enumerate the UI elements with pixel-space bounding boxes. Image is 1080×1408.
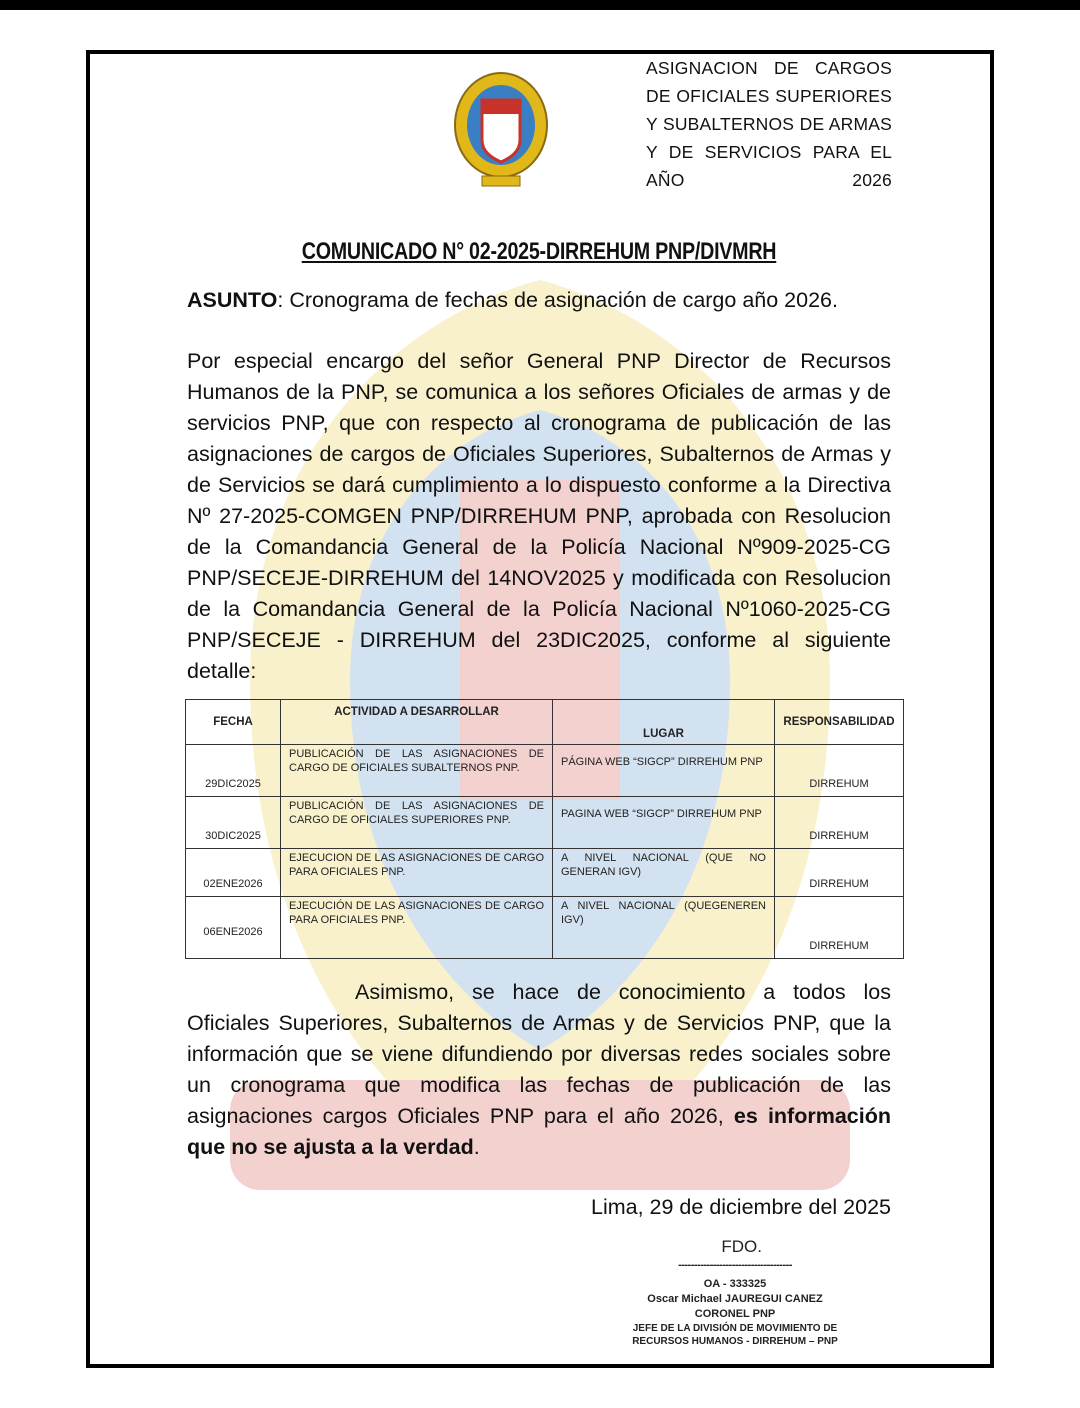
column-header: FECHA <box>186 700 281 745</box>
intro-paragraph: Por especial encargo del señor General PNP Director de Recursos Humanos de la PNP, se comunica a los señores Oficiales de armas y de servicios PNP, que con respecto al cronograma de publicación de las asignaciones de cargos de Oficiales Superiores, Subalternos de Armas y de Servicios se dará cumplimiento a lo dispuesto conforme a la Directiva Nº 27-2025-COMGEN PNP/DIRREHUM PNP, aprobada con Resolucion de la Comandancia General de la Policía Nacional Nº909-2025-CG PNP/SECEJE-DIRREHUM del 14NOV2025 y modificada con Resolucion de la Comandancia General de la Policía Nacional Nº1060-2025-CG PNP/SECEJE - DIRREHUM del 23DIC2025, conforme al siguiente detalle: <box>187 349 891 683</box>
table-row <box>186 897 904 959</box>
table-row <box>186 745 904 797</box>
activity-cell: PUBLICACIÓN DE LAS ASIGNACIONES DE CARGO DE OFICIALES SUBALTERNOS PNP. <box>281 745 553 797</box>
schedule-table <box>185 699 904 959</box>
signer-code: OA - 333325 <box>703 1278 767 1290</box>
date-cell: 30DIC2025 <box>186 797 281 849</box>
subject-line <box>187 286 891 314</box>
responsibility-cell: DIRREHUM <box>775 897 904 959</box>
table-row <box>186 849 904 897</box>
responsibility-cell: DIRREHUM <box>775 745 904 797</box>
subject-text: : Cronograma de fechas de asignación de cargo año 2026. <box>277 288 838 312</box>
closing-paragraph <box>187 977 891 1163</box>
column-header: LUGAR <box>553 700 775 745</box>
table-header-row <box>186 700 904 745</box>
signer-name: Oscar Michael JAUREGUI CANEZ <box>647 1293 823 1305</box>
place-cell: PÁGINA WEB “SIGCP” DIRREHUM PNP <box>553 745 775 797</box>
closing-bold-text: es información que no se ajusta a la verdad <box>187 1104 891 1159</box>
responsibility-cell: DIRREHUM <box>775 849 904 897</box>
table-row <box>186 797 904 849</box>
date-cell: 06ENE2026 <box>186 897 281 959</box>
date-cell: 29DIC2025 <box>186 745 281 797</box>
document-body <box>187 286 895 1348</box>
activity-cell: EJECUCIÓN DE LAS ASIGNACIONES DE CARGO PARA OFICIALES PNP. <box>281 897 553 959</box>
responsibility-cell: DIRREHUM <box>775 797 904 849</box>
signer-position: RECURSOS HUMANOS - DIRREHUM – PNP <box>632 1336 838 1347</box>
activity-cell: PUBLICACIÓN DE LAS ASIGNACIONES DE CARGO DE OFICIALES SUPERIORES PNP. <box>281 797 553 849</box>
signer-position: JEFE DE LA DIVISIÓN DE MOVIMIENTO DE <box>632 1323 838 1334</box>
top-bar <box>0 0 1080 10</box>
place-and-date: Lima, 29 de diciembre del 2025 <box>591 1195 891 1219</box>
signed-label: FDO. <box>721 1237 762 1256</box>
signature-block <box>626 1235 844 1348</box>
signature-line: ------------------------------------ <box>678 1259 792 1271</box>
police-emblem-logo <box>452 70 550 192</box>
place-cell: A NIVEL NACIONAL (QUEGENEREN IGV) <box>553 897 775 959</box>
column-header: ACTIVIDAD A DESARROLLAR <box>281 700 553 745</box>
closing-period: . <box>473 1135 480 1159</box>
place-cell: PAGINA WEB “SIGCP” DIRREHUM PNP <box>553 797 775 849</box>
date-cell: 02ENE2026 <box>186 849 281 897</box>
document-title: COMUNICADO N° 02-2025-DIRREHUM PNP/DIVMRH <box>301 238 777 265</box>
column-header: RESPONSABILIDAD <box>775 700 904 745</box>
activity-cell: EJECUCION DE LAS ASIGNACIONES DE CARGO PARA OFICIALES PNP. <box>281 849 553 897</box>
subject-label: ASUNTO <box>187 288 278 312</box>
signer-rank: CORONEL PNP <box>694 1308 776 1320</box>
document-subject-header: ASIGNACION DE CARGOS DE OFICIALES SUPERIORES Y SUBALTERNOS DE ARMAS Y DE SERVICIOS PARA EL AÑO 2026 <box>646 58 892 190</box>
closing-text: Asimismo, se hace de conocimiento a todos los Oficiales Superiores, Subalternos de Armas y de Servicios PNP, que la información que se viene difundiendo por diversas redes sociales sobre un cronograma que modifica las fechas de publicación de las asignaciones cargos Oficiales PNP para el año 2026, <box>187 980 891 1128</box>
place-cell: A NIVEL NACIONAL (QUE NO GENERAN IGV) <box>553 849 775 897</box>
